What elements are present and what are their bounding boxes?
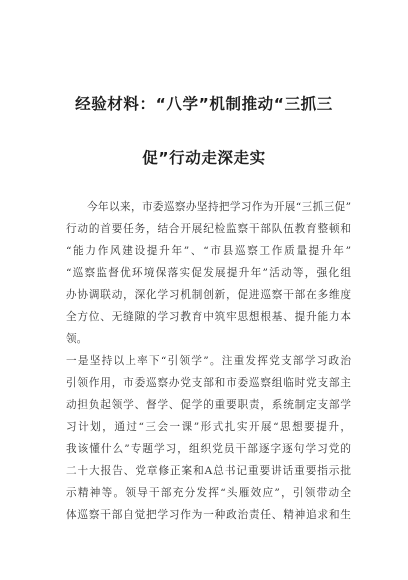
- paragraph-2-line-5: 我该懂什么”专题学习，组织党员干部逐字逐句学习党的: [66, 443, 351, 455]
- paragraph-2-line-3: 动担负起领学、督学、促学的重要职责，系统制定支部学: [66, 399, 351, 411]
- paragraph-2-line-2: 引领作用，市委巡察办党支部和市委巡察组临时党支部主: [66, 377, 351, 389]
- document-title-line-1: 经验材料：“八学”机制推动“三抓三: [75, 95, 333, 113]
- paragraph-1-line-6: 全方位、无缝隙的学习教育中筑牢思想根基、提升能力本: [66, 311, 351, 323]
- paragraph-2-line-6: 二十大报告、党章修正案和A总书记重要讲话重要指示批: [66, 465, 351, 477]
- paragraph-1-line-4: “巡察监督优环境保落实促发展提升年”活动等，强化组: [66, 267, 351, 279]
- paragraph-2-line-4: 习计划，通过“三会一课”形式扎实开展“思想要提升，: [66, 421, 351, 433]
- paragraph-2-line-7: 示精神等。领导干部充分发挥“头雁效应”，引领带动全: [66, 487, 351, 499]
- paragraph-2-line-8: 体巡察干部自觉把学习作为一种政治责任、精神追求和生: [66, 509, 351, 521]
- paragraph-1-line-3: “能力作风建设提升年”、“市县巡察工作质量提升年”: [66, 245, 351, 257]
- paragraph-2-line-1: 一是坚持以上率下“引领学”。注重发挥党支部学习政治: [66, 355, 351, 367]
- paragraph-1-line-5: 办协调联动，深化学习机制创新，促进巡察干部在多维度: [66, 289, 351, 301]
- paragraph-1-line-7: 领。: [66, 333, 88, 345]
- document-title-line-2: 促”行动走深走实: [142, 149, 266, 167]
- paragraph-1-line-1: 今年以来，市委巡察办坚持把学习作为开展“三抓三促”: [87, 201, 351, 213]
- paragraph-1-line-2: 行动的首要任务，结合开展纪检监察干部队伍教育整顿和: [66, 223, 351, 235]
